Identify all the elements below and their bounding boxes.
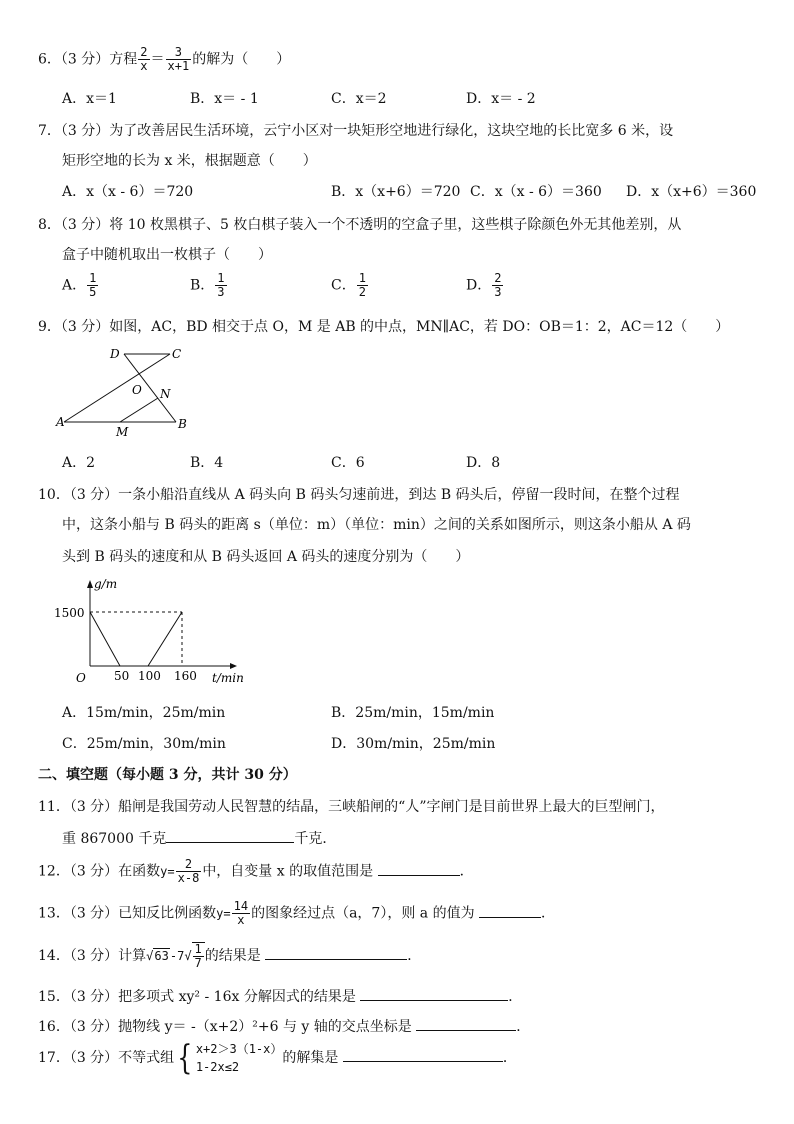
- option-b: [190, 272, 228, 299]
- option-c: [331, 272, 369, 299]
- question-text: 17．（3 分）不等式组: [38, 1050, 175, 1066]
- question-text: 12．（3 分）在函数: [38, 863, 161, 880]
- denominator: x-8: [177, 871, 200, 885]
- question-text: 的结果是: [204, 948, 261, 964]
- question-text: 16．（3 分）抛物线 y＝ -（x+2）²+6 与 y 轴的交点坐标是: [38, 1019, 412, 1035]
- question-text: 的解集是: [282, 1050, 339, 1066]
- question-7-line-2: 矩形空地的长为 x 米，根据题意（ ）: [62, 153, 317, 169]
- question-8-line-1: 8．（3 分）将 10 枚黑棋子、5 枚白棋子装入一个不透明的空盒子里，这些棋子除颜色外无其他差别，从: [38, 217, 682, 233]
- option-d: D．8: [466, 455, 501, 471]
- x-axis-label: t/min: [212, 671, 244, 685]
- x-axis-arrow: [230, 663, 237, 669]
- option-d: D．x（x+6）＝360: [626, 184, 757, 200]
- segment-mn: [120, 398, 158, 422]
- function-y: y=: [216, 906, 231, 921]
- period: ．: [459, 863, 474, 880]
- answer-blank[interactable]: [416, 1030, 516, 1031]
- question-15: [38, 986, 522, 1006]
- numerator: 2: [176, 858, 202, 872]
- question-14: [38, 942, 421, 970]
- brace: {: [177, 1038, 193, 1078]
- option-c: C．25m/min，30m/min: [62, 736, 226, 752]
- period: ．: [508, 989, 523, 1005]
- option-d: D．30m/min，25m/min: [331, 736, 496, 752]
- tick-50: 50: [114, 669, 130, 683]
- option-letter: C．: [331, 277, 356, 294]
- answer-blank[interactable]: [166, 842, 294, 843]
- denominator: x: [140, 59, 148, 73]
- question-16: [38, 1016, 530, 1036]
- question-12: [38, 858, 474, 885]
- label-o: O: [132, 383, 142, 397]
- inequality-2: 1-2x≤2: [195, 1060, 240, 1074]
- numerator: 1: [217, 271, 225, 285]
- question-text: 14．（3 分）计算: [38, 948, 147, 964]
- origin-label: O: [76, 671, 86, 685]
- option-c: C．x（x - 6）＝360: [470, 184, 602, 200]
- answer-blank[interactable]: [378, 875, 460, 876]
- period: ．: [516, 1019, 531, 1035]
- question-10-line-3: 头到 B 码头的速度和从 B 码头返回 A 码头的速度分别为（ ）: [62, 549, 470, 565]
- question-17: [38, 1040, 517, 1076]
- answer-blank[interactable]: [343, 1061, 503, 1062]
- option-a: A．2: [62, 455, 96, 471]
- question-text: 13．（3 分）已知反比例函数: [38, 905, 217, 922]
- score: （3 分）: [60, 51, 110, 68]
- fraction: [492, 272, 503, 299]
- answer-blank[interactable]: [265, 959, 407, 960]
- distance-line: [90, 612, 182, 666]
- question-text: 千克．: [294, 831, 337, 847]
- denominator: x+1: [167, 59, 190, 73]
- option-d: [466, 272, 504, 299]
- numerator: 1: [358, 271, 366, 285]
- segment-ac: [64, 354, 170, 422]
- fraction: [138, 46, 149, 73]
- period: ．: [502, 1050, 517, 1066]
- label-m: M: [116, 425, 129, 438]
- y-axis-arrow: [87, 580, 93, 588]
- option-c: C．6: [331, 455, 365, 471]
- option-b: B．x＝ - 1: [190, 91, 259, 107]
- option-letter: D．: [466, 277, 492, 294]
- period: ．: [541, 905, 556, 922]
- section-heading: 二、填空题（每小题 3 分，共计 30 分）: [38, 767, 297, 783]
- numerator: 1: [194, 942, 202, 956]
- equals: ＝: [150, 51, 165, 68]
- label-n: N: [160, 387, 171, 401]
- denominator: 5: [89, 285, 97, 299]
- function-y: y=: [160, 864, 175, 879]
- question-11-line-1: 11．（3 分）船闸是我国劳动人民智慧的结晶，三峡船闸的“人”字闸门是目前世界上最大的巨型闸门，: [38, 799, 665, 815]
- question-7-line-1: 7．（3 分）为了改善居民生活环境，云宁小区对一块矩形空地进行绿化，这块空地的长比宽多 6 米，设: [38, 123, 674, 139]
- tick-100: 100: [138, 669, 161, 683]
- question-10-line-1: 10．（3 分）一条小船沿直线从 A 码头向 B 码头匀速前进，到达 B 码头后，停留一段时间，在整个过程: [38, 487, 680, 503]
- question-text: 中，自变量 x 的取值范围是: [202, 863, 374, 880]
- option-a: A．x＝1: [62, 91, 117, 107]
- question-10-line-2: 中，这条小船与 B 码头的距离 s（单位：m）（单位：min）之间的关系如图所示，则这条小船从 A 码: [62, 517, 691, 533]
- expression: √63-7√ $\frac{1}{7}$: [146, 949, 205, 963]
- tick-1500: 1500: [54, 606, 85, 620]
- fraction: [193, 943, 204, 970]
- numerator: 2: [494, 271, 502, 285]
- fraction: [215, 272, 226, 299]
- distance-time-graph: [40, 574, 260, 690]
- fraction: [87, 272, 98, 299]
- question-text: 的解为（ ）: [192, 51, 291, 68]
- option-a: A．x（x - 6）＝720: [62, 184, 194, 200]
- option-c: C．x＝2: [331, 91, 387, 107]
- fraction: [357, 272, 368, 299]
- denominator: x: [237, 913, 245, 927]
- option-letter: A．: [62, 277, 87, 294]
- question-8-line-2: 盒子中随机取出一枚棋子（ ）: [62, 247, 272, 263]
- question-text: 方程: [109, 51, 138, 68]
- option-a: A．15m/min，25m/min: [62, 705, 226, 721]
- option-d: D．x＝ - 2: [466, 91, 536, 107]
- question-6: [38, 46, 290, 73]
- option-a: [62, 272, 99, 299]
- question-11-line-2: [62, 828, 336, 848]
- numerator: 14: [233, 899, 249, 913]
- inequality-system: [196, 1040, 283, 1076]
- denominator: 3: [217, 285, 225, 299]
- denominator: 3: [494, 285, 502, 299]
- label-d: D: [110, 347, 120, 361]
- label-a: A: [56, 415, 65, 429]
- question-text: 15．（3 分）把多项式 xy² - 16x 分解因式的结果是: [38, 989, 356, 1005]
- question-9-line-1: 9．（3 分）如图，AC，BD 相交于点 O，M 是 AB 的中点，MN∥AC，若 DO：OB＝1：2，AC＝12（ ）: [38, 319, 730, 335]
- period: ．: [407, 948, 422, 964]
- option-b: B．25m/min，15m/min: [331, 705, 495, 721]
- label-b: B: [178, 417, 187, 431]
- denominator: 7: [194, 956, 202, 970]
- question-text: 的图象经过点（a，7），则 a 的值为: [251, 905, 475, 922]
- option-b: B．x（x+6）＝720: [331, 184, 461, 200]
- question-text: 重 867000 千克: [62, 831, 167, 847]
- tick-160: 160: [174, 669, 197, 683]
- fraction: [232, 900, 250, 927]
- fraction: [176, 858, 202, 885]
- inequality-1: x+2＞3（1-x）: [195, 1042, 283, 1056]
- numerator: 1: [89, 271, 97, 285]
- option-letter: B．: [190, 277, 215, 294]
- y-axis-label: g/m: [94, 577, 118, 591]
- option-b: B．4: [190, 455, 224, 471]
- geometry-figure: [50, 342, 200, 438]
- question-number: 6．: [38, 51, 61, 68]
- numerator: 2: [140, 45, 148, 59]
- operator: -7: [169, 949, 185, 963]
- answer-blank[interactable]: [360, 1000, 508, 1001]
- fraction: [166, 46, 192, 73]
- question-13: [38, 900, 555, 927]
- label-c: C: [172, 347, 182, 361]
- radicand: 63: [154, 949, 169, 963]
- denominator: 2: [358, 285, 366, 299]
- answer-blank[interactable]: [479, 917, 541, 918]
- radicand: [192, 942, 205, 970]
- numerator: 3: [166, 46, 192, 60]
